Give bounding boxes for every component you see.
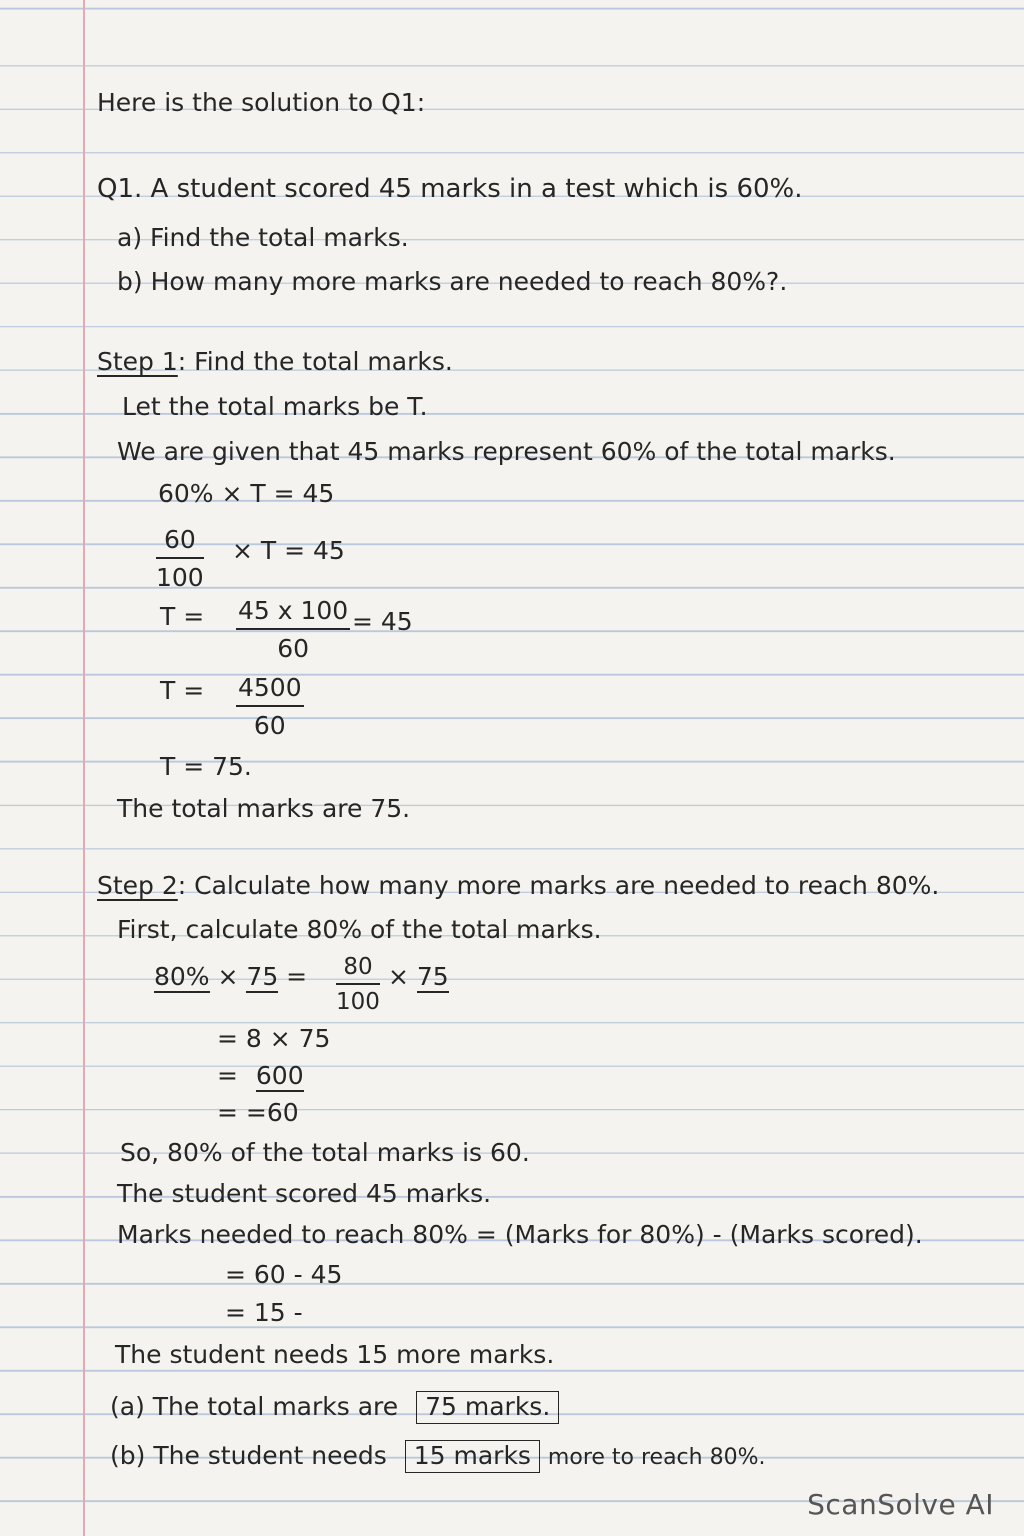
eq-term: 75 <box>416 962 449 991</box>
step2-eq3 <box>217 1061 304 1091</box>
fraction-denominator: 100 <box>156 563 204 592</box>
intro-line: Here is the solution to Q1: <box>97 88 426 117</box>
question-text: Q1. A student scored 45 marks in a test which is 60%. <box>97 174 803 204</box>
step2-eq2: = 8 × 75 <box>217 1024 331 1053</box>
step1-given: We are given that 45 marks represent 60% of the total marks. <box>117 437 896 466</box>
step1-conclusion: The total marks are 75. <box>117 794 411 823</box>
eq-operator: × <box>209 962 247 991</box>
step1-eq3-rhs: = 45 <box>352 607 413 636</box>
answer-b-suffix: more to reach 80%. <box>547 1445 766 1470</box>
step2-eq1-rhs <box>388 962 449 992</box>
fraction-denominator: 60 <box>277 634 310 663</box>
answer-a <box>110 1392 559 1422</box>
step2-needs: The student needs 15 more marks. <box>115 1340 555 1369</box>
eq-value: 600 <box>255 1061 304 1090</box>
question-part-a: a) Find the total marks. <box>117 223 409 252</box>
step2-first: First, calculate 80% of the total marks. <box>117 915 602 944</box>
eq-equals: = <box>278 962 308 991</box>
step2-label: Step 2 <box>97 871 178 900</box>
step2-title: : Calculate how many more marks are needed to reach 80%. <box>177 871 940 900</box>
step1-eq3-fraction <box>236 596 350 664</box>
fraction-denominator: 60 <box>253 711 286 740</box>
eq-operator: × <box>388 962 417 991</box>
step2-heading <box>97 871 939 901</box>
question-part-b: b) How many more marks are needed to reach 80%?. <box>117 267 788 296</box>
step2-eq1-lhs <box>154 962 307 992</box>
step2-eq6: = 15 - <box>225 1298 303 1327</box>
step2-needed: Marks needed to reach 80% = (Marks for 80%) - (Marks scored). <box>117 1220 923 1249</box>
step1-eq2-fraction <box>156 525 204 593</box>
answer-a-prefix: (a) The total marks are <box>110 1392 399 1421</box>
step1-eq5: T = 75. <box>160 752 252 781</box>
brand-watermark: ScanSolve AI <box>807 1488 994 1521</box>
answer-b-box: 15 marks <box>405 1440 540 1473</box>
step1-let: Let the total marks be T. <box>122 392 428 421</box>
eq-term: 80% <box>154 962 210 991</box>
fraction-numerator: 4500 <box>236 673 304 707</box>
fraction-numerator: 60 <box>156 525 204 559</box>
margin-line <box>83 0 85 1536</box>
eq-term: 75 <box>246 962 279 991</box>
step1-eq4-fraction <box>236 673 304 741</box>
step2-eq4: = =60 <box>217 1098 299 1127</box>
step2-scored: The student scored 45 marks. <box>117 1179 492 1208</box>
step1-eq1: 60% × T = 45 <box>158 479 335 508</box>
step2-eq1-fraction <box>336 954 380 1016</box>
fraction-numerator: 45 x 100 <box>236 596 350 630</box>
step1-eq2-rest: × T = 45 <box>232 536 345 565</box>
step2-so: So, 80% of the total marks is 60. <box>120 1138 530 1167</box>
step2-eq5: = 60 - 45 <box>225 1260 343 1289</box>
answer-a-box: 75 marks. <box>416 1391 559 1424</box>
answer-b <box>110 1441 765 1473</box>
step1-eq4-lhs: T = <box>160 676 205 705</box>
step1-heading <box>97 347 453 377</box>
answer-b-prefix: (b) The student needs <box>110 1441 387 1470</box>
fraction-numerator: 80 <box>336 954 380 985</box>
step1-title: : Find the total marks. <box>177 347 453 376</box>
step1-label: Step 1 <box>97 347 178 376</box>
step1-eq3-lhs: T = <box>160 602 205 631</box>
eq-equals: = <box>217 1061 238 1090</box>
fraction-denominator: 100 <box>336 989 380 1015</box>
